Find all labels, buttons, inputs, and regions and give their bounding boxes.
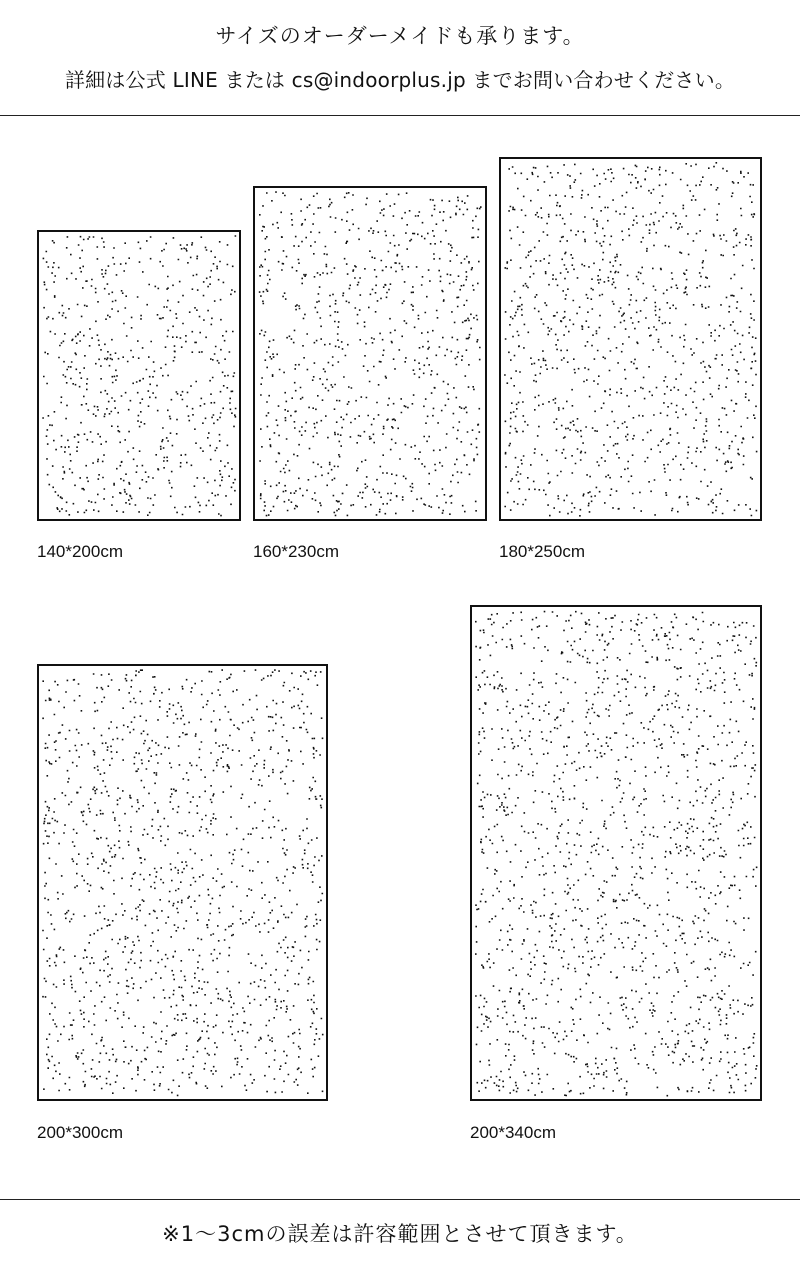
speckle-pattern	[501, 159, 760, 519]
speckle-pattern	[39, 666, 326, 1099]
rug-size-label: 160*230cm	[253, 542, 340, 561]
custom-size-notice: サイズのオーダーメイドも承ります。	[215, 24, 585, 48]
rug-size-label: 140*200cm	[37, 542, 124, 561]
speckle-pattern	[255, 188, 485, 519]
contact-notice: 詳細は公式 LINE または cs@indoorplus.jp までお問い合わせください。	[64, 68, 736, 92]
speckle-pattern	[472, 607, 760, 1099]
rug-size-label: 180*250cm	[499, 542, 586, 561]
tolerance-note: ※1〜3cmの誤差は許容範囲とさせて頂きます。	[162, 1222, 638, 1246]
header	[0, 0, 800, 116]
bottom-divider	[0, 1199, 800, 1200]
rug-diagram	[37, 664, 328, 1101]
rug-diagram	[37, 230, 241, 521]
rug-diagram	[470, 605, 762, 1101]
rug-diagram	[253, 186, 487, 521]
top-divider	[0, 115, 800, 116]
speckle-pattern	[39, 232, 239, 519]
rug-diagram	[499, 157, 762, 521]
rug-size-label: 200*300cm	[37, 1123, 124, 1142]
rug-size-label: 200*340cm	[470, 1123, 557, 1142]
